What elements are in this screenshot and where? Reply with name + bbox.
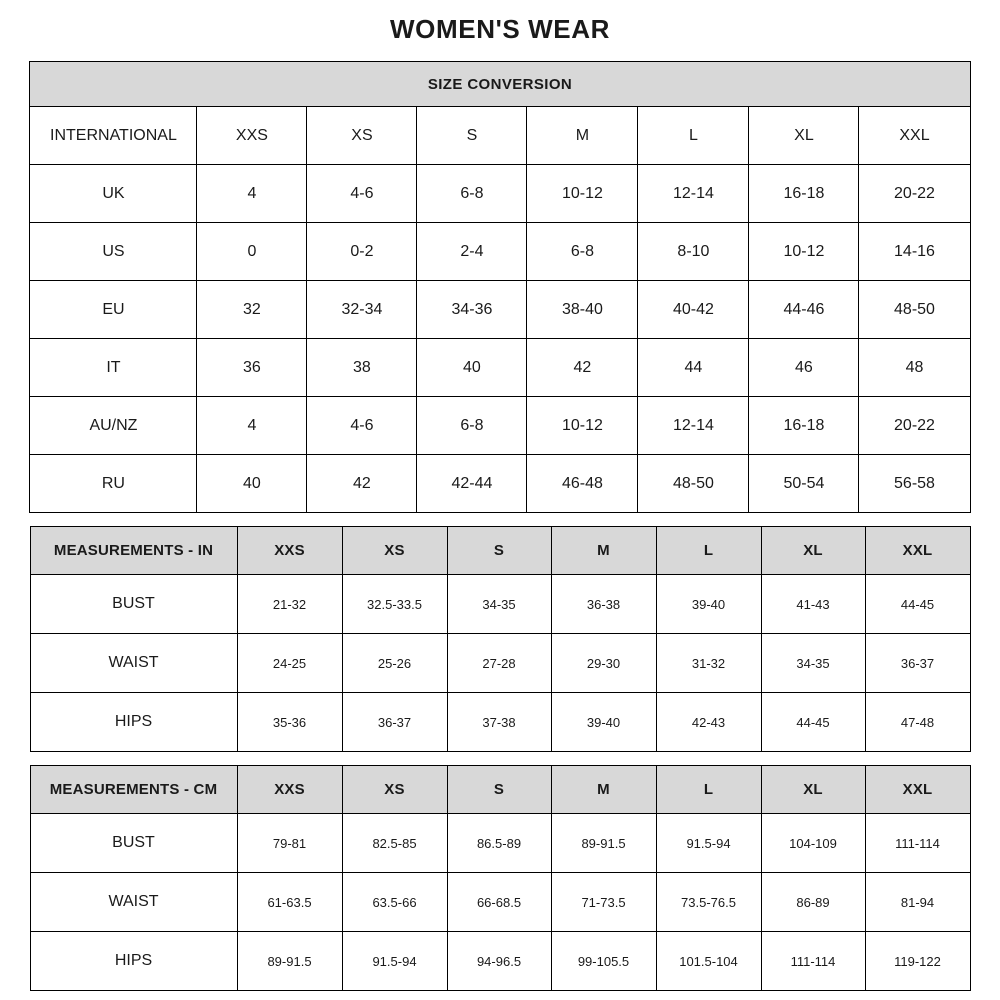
size-value: 16-18	[749, 165, 859, 223]
table-row	[30, 165, 970, 223]
size-value: 32-34	[307, 281, 417, 339]
row-label: BUST	[30, 814, 237, 873]
table-title: MEASUREMENTS - CM	[30, 766, 237, 814]
table-header-row	[30, 62, 970, 107]
table-row	[30, 339, 970, 397]
column-header-row	[30, 107, 970, 165]
size-value: 35-36	[237, 693, 342, 752]
page-title: WOMEN'S WEAR	[390, 14, 610, 44]
size-value: 38-40	[527, 281, 638, 339]
size-value: 34-36	[417, 281, 527, 339]
size-value: 0	[197, 223, 307, 281]
column-header: S	[447, 766, 551, 814]
size-value: 21-32	[237, 575, 342, 634]
size-value: 48	[859, 339, 970, 397]
size-value: 39-40	[656, 575, 761, 634]
size-value: 86.5-89	[447, 814, 551, 873]
column-header: INTERNATIONAL	[30, 107, 197, 165]
size-value: 46	[749, 339, 859, 397]
size-value: 101.5-104	[656, 932, 761, 991]
size-value: 39-40	[551, 693, 656, 752]
table-row	[30, 397, 970, 455]
size-value: 47-48	[865, 693, 970, 752]
table-row	[30, 932, 970, 991]
size-value: 6-8	[527, 223, 638, 281]
size-value: 56-58	[859, 455, 970, 513]
column-header-row	[30, 527, 970, 575]
column-header: XXS	[197, 107, 307, 165]
size-value: 25-26	[342, 634, 447, 693]
size-value: 81-94	[865, 873, 970, 932]
size-value: 37-38	[447, 693, 551, 752]
size-value: 34-35	[761, 634, 865, 693]
column-header: XXL	[865, 527, 970, 575]
size-value: 48-50	[859, 281, 970, 339]
column-header: S	[417, 107, 527, 165]
size-value: 0-2	[307, 223, 417, 281]
size-value: 50-54	[749, 455, 859, 513]
size-value: 94-96.5	[447, 932, 551, 991]
column-header: XXS	[237, 766, 342, 814]
table-title: SIZE CONVERSION	[30, 62, 970, 107]
column-header: XXL	[865, 766, 970, 814]
size-value: 86-89	[761, 873, 865, 932]
row-label: EU	[30, 281, 197, 339]
column-header: XXL	[859, 107, 970, 165]
size-value: 8-10	[638, 223, 749, 281]
size-value: 10-12	[527, 397, 638, 455]
size-value: 89-91.5	[237, 932, 342, 991]
size-value: 27-28	[447, 634, 551, 693]
size-value: 36	[197, 339, 307, 397]
row-label: WAIST	[30, 634, 237, 693]
size-value: 20-22	[859, 165, 970, 223]
size-value: 14-16	[859, 223, 970, 281]
table-row	[30, 223, 970, 281]
column-header-row	[30, 766, 970, 814]
size-value: 4	[197, 397, 307, 455]
size-value: 99-105.5	[551, 932, 656, 991]
size-value: 119-122	[865, 932, 970, 991]
size-value: 20-22	[859, 397, 970, 455]
size-value: 12-14	[638, 397, 749, 455]
column-header: M	[551, 527, 656, 575]
column-header: XS	[342, 527, 447, 575]
size-value: 82.5-85	[342, 814, 447, 873]
row-label: RU	[30, 455, 197, 513]
table-row	[30, 873, 970, 932]
size-value: 79-81	[237, 814, 342, 873]
size-value: 44	[638, 339, 749, 397]
size-value: 10-12	[749, 223, 859, 281]
size-value: 44-46	[749, 281, 859, 339]
size-value: 104-109	[761, 814, 865, 873]
table-title: MEASUREMENTS - IN	[30, 527, 237, 575]
table-row	[30, 455, 970, 513]
row-label: BUST	[30, 575, 237, 634]
size-value: 34-35	[447, 575, 551, 634]
size-value: 61-63.5	[237, 873, 342, 932]
size-value: 63.5-66	[342, 873, 447, 932]
size-value: 6-8	[417, 397, 527, 455]
table-row	[30, 575, 970, 634]
size-value: 46-48	[527, 455, 638, 513]
size-value: 48-50	[638, 455, 749, 513]
size-value: 42	[527, 339, 638, 397]
size-value: 42-43	[656, 693, 761, 752]
size-value: 4-6	[307, 397, 417, 455]
size-value: 44-45	[865, 575, 970, 634]
row-label: IT	[30, 339, 197, 397]
table-row	[30, 693, 970, 752]
size-value: 42-44	[417, 455, 527, 513]
column-header: XXS	[237, 527, 342, 575]
size-value: 40-42	[638, 281, 749, 339]
measurements-in-table	[30, 526, 971, 752]
size-value: 6-8	[417, 165, 527, 223]
size-value: 32	[197, 281, 307, 339]
measurements-cm-table	[30, 765, 971, 991]
column-header: L	[656, 766, 761, 814]
size-value: 73.5-76.5	[656, 873, 761, 932]
table-row	[30, 634, 970, 693]
size-value: 10-12	[527, 165, 638, 223]
size-value: 71-73.5	[551, 873, 656, 932]
row-label: HIPS	[30, 932, 237, 991]
size-value: 36-37	[865, 634, 970, 693]
column-header: XL	[761, 527, 865, 575]
size-value: 24-25	[237, 634, 342, 693]
row-label: AU/NZ	[30, 397, 197, 455]
column-header: S	[447, 527, 551, 575]
size-value: 16-18	[749, 397, 859, 455]
size-value: 111-114	[865, 814, 970, 873]
size-value: 36-38	[551, 575, 656, 634]
size-value: 42	[307, 455, 417, 513]
column-header: XL	[749, 107, 859, 165]
size-value: 4-6	[307, 165, 417, 223]
table-row	[30, 814, 970, 873]
column-header: L	[638, 107, 749, 165]
column-header: XS	[307, 107, 417, 165]
column-header: L	[656, 527, 761, 575]
size-value: 29-30	[551, 634, 656, 693]
size-value: 38	[307, 339, 417, 397]
size-value: 41-43	[761, 575, 865, 634]
size-value: 4	[197, 165, 307, 223]
row-label: WAIST	[30, 873, 237, 932]
column-header: XL	[761, 766, 865, 814]
size-value: 66-68.5	[447, 873, 551, 932]
size-conversion-table	[29, 61, 970, 513]
size-value: 91.5-94	[342, 932, 447, 991]
size-value: 12-14	[638, 165, 749, 223]
size-value: 89-91.5	[551, 814, 656, 873]
column-header: XS	[342, 766, 447, 814]
row-label: HIPS	[30, 693, 237, 752]
column-header: M	[551, 766, 656, 814]
size-value: 91.5-94	[656, 814, 761, 873]
size-value: 2-4	[417, 223, 527, 281]
size-value: 32.5-33.5	[342, 575, 447, 634]
size-value: 40	[197, 455, 307, 513]
size-value: 111-114	[761, 932, 865, 991]
row-label: UK	[30, 165, 197, 223]
size-value: 44-45	[761, 693, 865, 752]
row-label: US	[30, 223, 197, 281]
size-value: 40	[417, 339, 527, 397]
column-header: M	[527, 107, 638, 165]
size-value: 31-32	[656, 634, 761, 693]
table-row	[30, 281, 970, 339]
size-value: 36-37	[342, 693, 447, 752]
